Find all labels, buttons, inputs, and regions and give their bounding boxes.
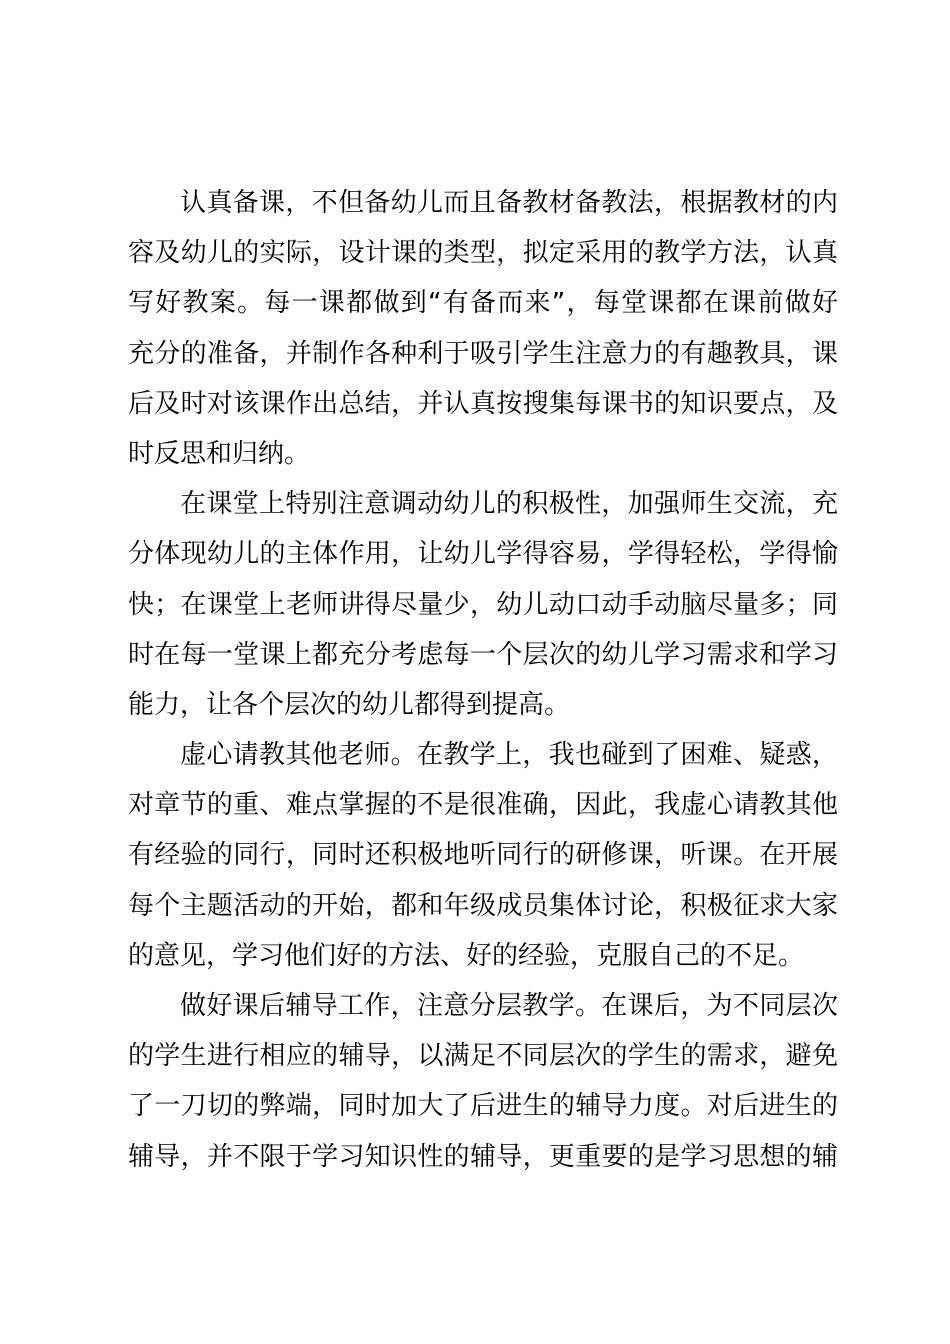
text-line: 虚心请教其他老师。在教学上，我也碰到了困难、疑惑， xyxy=(180,740,838,771)
text-line: 每个主题活动的开始，都和年级成员集体讨论，积极征求大家 xyxy=(128,890,838,921)
text-line: 辅导，并不限于学习知识性的辅导，更重要的是学习思想的辅 xyxy=(128,1141,838,1172)
paragraph xyxy=(128,178,838,479)
text-line: 认真备课，不但备幼儿而且备教材备教法，根据教材的内 xyxy=(180,188,838,218)
text-line: 在课堂上特别注意调动幼儿的积极性，加强师生交流，充 xyxy=(180,489,838,520)
text-line: 写好教案。每一课都做到“有备而来”，每堂课都在课前做好 xyxy=(128,288,838,319)
paragraph xyxy=(128,730,838,981)
paragraph xyxy=(128,981,838,1182)
text-line: 充分的准备，并制作各种利于吸引学生注意力的有趣教具，课 xyxy=(128,338,838,369)
text-line: 容及幼儿的实际，设计课的类型，拟定采用的教学方法，认真 xyxy=(128,238,838,269)
text-line: 做好课后辅导工作，注意分层教学。在课后，为不同层次 xyxy=(180,991,838,1021)
text-line: 快；在课堂上老师讲得尽量少，幼儿动口动手动脑尽量多；同 xyxy=(128,589,838,620)
text-line: 时在每一堂课上都充分考虑每一个层次的幼儿学习需求和学习 xyxy=(128,639,838,670)
text-line: 分体现幼儿的主体作用，让幼儿学得容易，学得轻松，学得愉 xyxy=(128,539,838,570)
text-line: 了一刀切的弊端，同时加大了后进生的辅导力度。对后进生的 xyxy=(128,1091,838,1122)
text-line: 的学生进行相应的辅导，以满足不同层次的学生的需求，避免 xyxy=(128,1041,838,1072)
text-line: 后及时对该课作出总结，并认真按搜集每课书的知识要点，及 xyxy=(128,388,838,419)
text-line: 有经验的同行，同时还积极地听同行的研修课，听课。在开展 xyxy=(128,840,838,871)
text-line: 对章节的重、难点掌握的不是很准确，因此，我虚心请教其他 xyxy=(128,790,838,821)
text-line: 的意见，学习他们好的方法、好的经验，克服自己的不足。 xyxy=(128,940,805,971)
body-text xyxy=(128,178,838,1182)
text-line: 时反思和归纳。 xyxy=(128,438,311,469)
text-line: 能力，让各个层次的幼儿都得到提高。 xyxy=(128,689,571,720)
paragraph xyxy=(128,479,838,730)
